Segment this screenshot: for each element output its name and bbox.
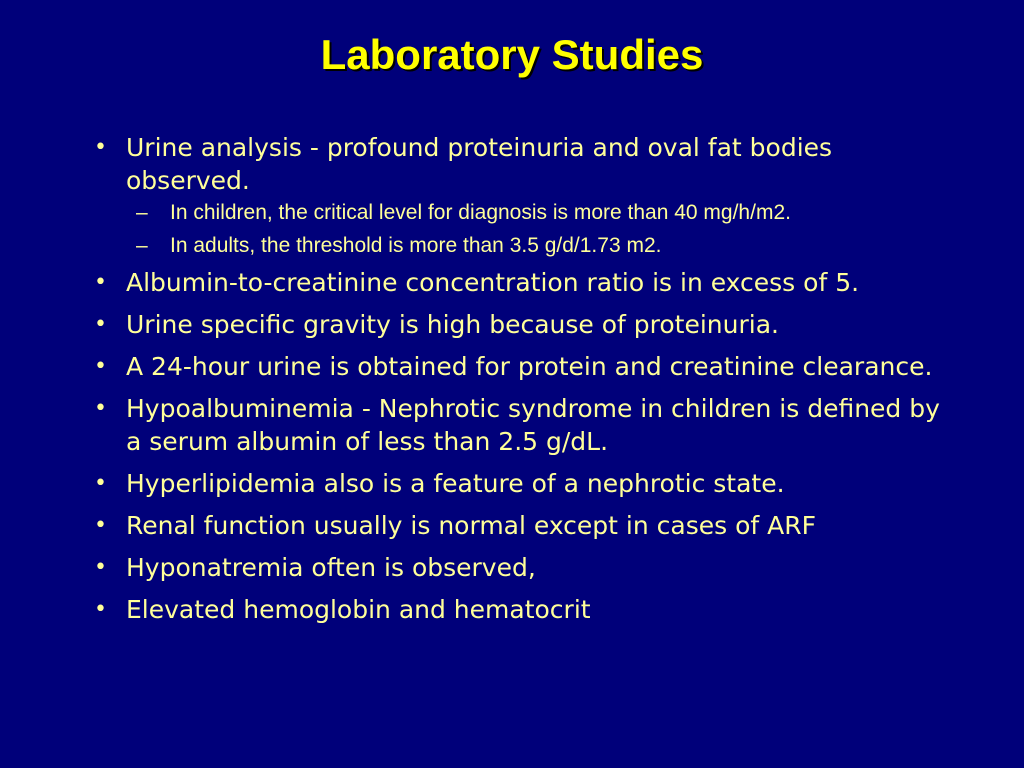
- bullet-text: Hypoalbuminemia - Nephrotic syndrome in children is defined by a serum albumin of less than 2.5 g/dL.: [126, 394, 940, 456]
- bullet-item: [90, 131, 950, 197]
- bullet-marker: •: [94, 354, 107, 379]
- bullet-item: [90, 350, 950, 383]
- bullet-marker: •: [94, 312, 107, 337]
- bullet-marker: •: [94, 513, 107, 538]
- bullet-text: Albumin-to-creatinine concentration ratio is in excess of 5.: [126, 268, 860, 297]
- bullet-item: [90, 551, 950, 584]
- sub-bullet-marker: –: [136, 201, 148, 224]
- sub-bullet-text: In adults, the threshold is more than 3.5 g/d/1.73 m2.: [170, 234, 662, 257]
- sub-bullet-text: In children, the critical level for diagnosis is more than 40 mg/h/m2.: [170, 201, 791, 224]
- bullet-item: [90, 593, 950, 626]
- bullet-marker: •: [94, 270, 107, 295]
- bullet-text: Hyperlipidemia also is a feature of a nephrotic state.: [126, 469, 785, 498]
- bullet-item: [90, 308, 950, 341]
- sub-bullet-list: [90, 199, 950, 259]
- bullet-item: [90, 467, 950, 500]
- bullet-text: Elevated hemoglobin and hematocrit: [126, 595, 591, 624]
- bullet-text: Urine analysis - profound proteinuria and oval fat bodies observed.: [126, 133, 833, 195]
- bullet-marker: •: [94, 555, 107, 580]
- bullet-item: [90, 392, 950, 458]
- bullet-marker: •: [94, 597, 107, 622]
- bullet-marker: •: [94, 471, 107, 496]
- sub-bullet-marker: –: [136, 234, 148, 257]
- bullet-text: Renal function usually is normal except in cases of ARF: [126, 511, 817, 540]
- bullet-item: [90, 509, 950, 542]
- bullet-item: [90, 266, 950, 299]
- slide-title: Laboratory Studies: [320, 31, 704, 78]
- sub-bullet-item: [90, 232, 950, 259]
- bullet-list: [90, 131, 950, 635]
- bullet-marker: •: [94, 135, 107, 160]
- bullet-text: A 24-hour urine is obtained for protein and creatinine clearance.: [126, 352, 933, 381]
- bullet-marker: •: [94, 396, 107, 421]
- bullet-text: Hyponatremia often is observed,: [126, 553, 536, 582]
- bullet-text: Urine specific gravity is high because of proteinuria.: [126, 310, 779, 339]
- sub-bullet-item: [90, 199, 950, 226]
